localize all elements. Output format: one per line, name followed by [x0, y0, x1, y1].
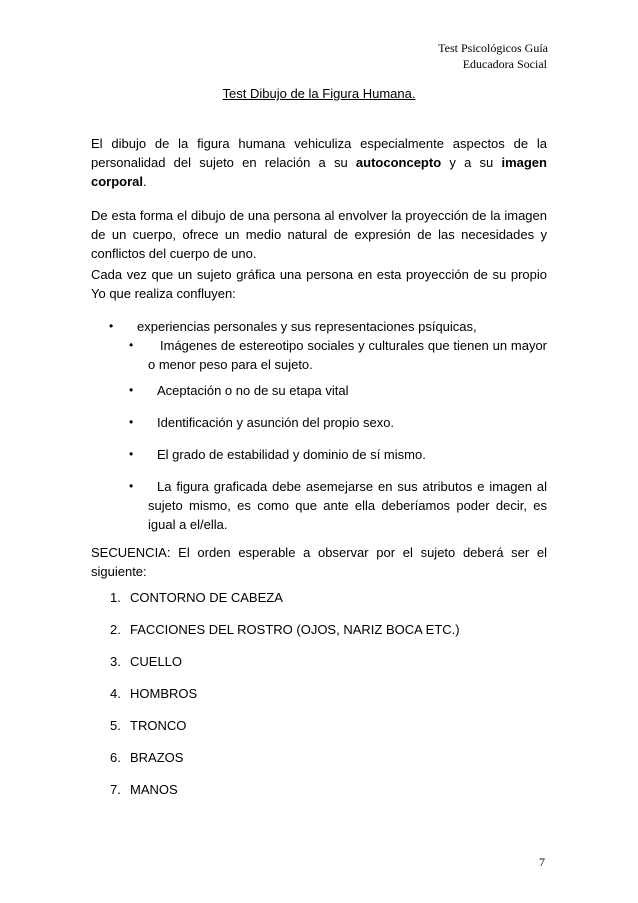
paragraph-2: De esta forma el dibujo de una persona al envolver la proyección de la imagen de un cuerpo, ofrece un medio natural de expresión de las necesidades y conflictos del cuerpo de uno.	[91, 208, 547, 261]
item-text: FACCIONES DEL ROSTRO (OJOS, NARIZ BOCA ETC.)	[130, 622, 460, 637]
paragraph-1	[91, 134, 547, 191]
item-text: MANOS	[130, 782, 178, 797]
item-number: 2.	[110, 622, 121, 637]
page-header	[438, 40, 548, 72]
item-number: 5.	[110, 718, 121, 733]
item-number: 1.	[110, 590, 121, 605]
bullet-icon: •	[109, 319, 114, 333]
numbered-item	[110, 590, 283, 605]
header-line-2: Educadora Social	[462, 57, 547, 71]
numbered-item	[110, 686, 197, 701]
item-number: 4.	[110, 686, 121, 701]
list-item-text: experiencias personales y sus representaciones psíquicas,	[137, 319, 477, 334]
bullet-icon: •	[129, 383, 134, 397]
paragraph-1-text-c: .	[143, 174, 147, 189]
item-text: CONTORNO DE CABEZA	[130, 590, 283, 605]
numbered-item	[110, 718, 186, 733]
paragraph-3: Cada vez que un sujeto gráfica una persona en esta proyección de su propio Yo que realiza confluyen:	[91, 267, 547, 301]
item-text: BRAZOS	[130, 750, 184, 765]
secuencia-paragraph: SECUENCIA: El orden esperable a observar por el sujeto deberá ser el siguiente:	[91, 545, 547, 579]
item-text: CUELLO	[130, 654, 183, 669]
item-number: 6.	[110, 750, 121, 765]
bullet-icon: •	[129, 415, 134, 429]
list-item-text: Identificación y asunción del propio sexo.	[157, 415, 395, 430]
item-number: 7.	[110, 782, 121, 797]
numbered-item	[110, 654, 182, 669]
bullet-icon: •	[129, 447, 134, 461]
numbered-item	[110, 622, 460, 637]
list-item-text: Aceptación o no de su etapa vital	[157, 383, 349, 398]
numbered-item	[110, 750, 183, 765]
numbered-item	[110, 782, 178, 797]
bullet-icon: •	[129, 338, 134, 352]
list-item-text: El grado de estabilidad y dominio de sí mismo.	[157, 447, 426, 462]
paragraph-1-bold-imagen-corporal: imagen corporal	[91, 155, 547, 189]
paragraph-1-text-a: El dibujo de la figura humana vehiculiza especialmente aspectos de la personalidad del sujeto en relación a su	[91, 136, 547, 170]
list-item-text: Imágenes de estereotipo sociales y culturales que tienen un mayor o menor peso para el sujeto.	[148, 338, 547, 372]
item-text: TRONCO	[130, 718, 187, 733]
list-item-text: La figura graficada debe asemejarse en sus atributos e imagen al sujeto mismo, es como que ante ella deberíamos poder decir, es igual a el/ella.	[148, 479, 547, 532]
paragraph-1-text-b: y a su	[441, 155, 502, 170]
header-line-1: Test Psicológicos Guía	[438, 41, 548, 55]
item-number: 3.	[110, 654, 121, 669]
bullet-icon: •	[129, 479, 134, 493]
document-title: Test Dibujo de la Figura Humana.	[222, 86, 416, 101]
item-text: HOMBROS	[130, 686, 198, 701]
paragraph-1-bold-autoconcepto: autoconcepto	[355, 155, 442, 170]
page-number: 7	[539, 855, 545, 869]
document-title-container	[0, 86, 638, 101]
